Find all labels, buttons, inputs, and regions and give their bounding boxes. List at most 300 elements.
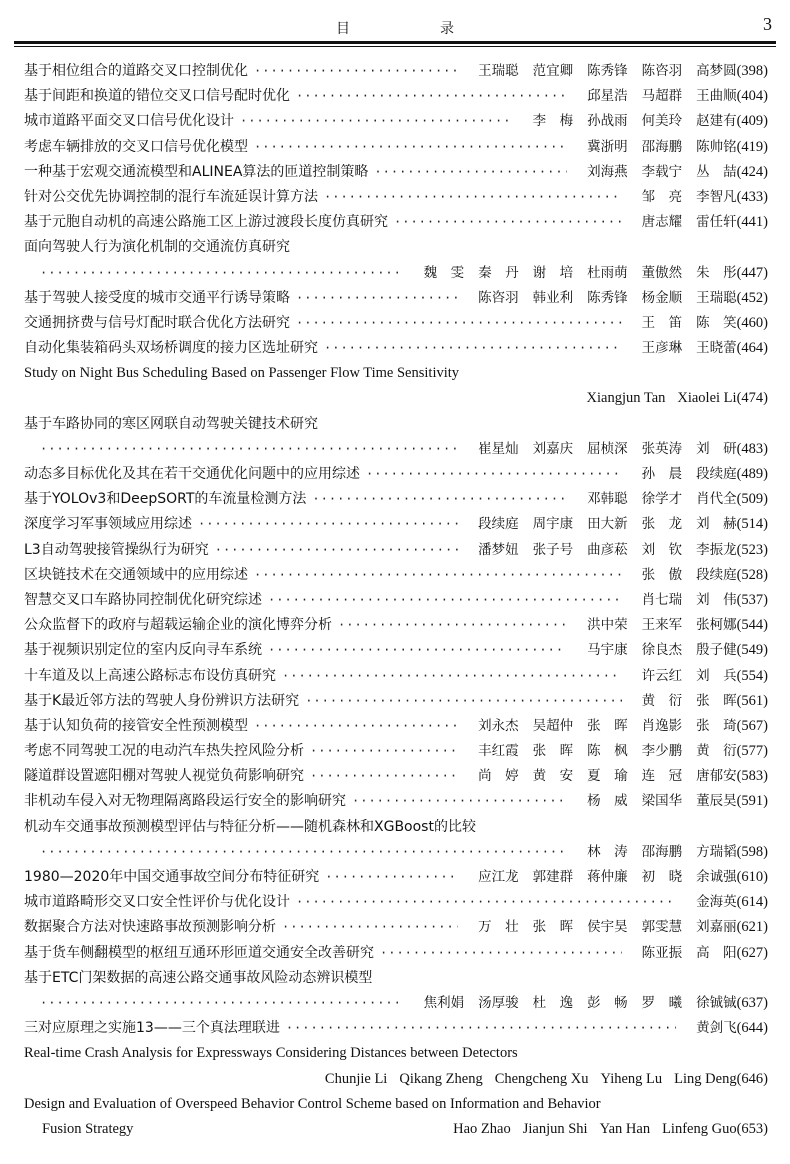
- entry-page: (577): [736, 743, 768, 760]
- author-name: 唐志耀: [641, 214, 683, 231]
- entry-page: (591): [736, 793, 768, 810]
- author-name: 刘 研: [696, 440, 737, 457]
- author-name: 黄剑飞: [696, 1020, 737, 1037]
- author-name: 孙 晨: [641, 466, 683, 482]
- author-name: 丛 喆: [696, 163, 737, 180]
- author-name: 刘 伟: [696, 591, 737, 608]
- author-name: 李智凡: [696, 188, 737, 205]
- toc-line: [24, 59, 768, 84]
- toc-line: [24, 840, 768, 865]
- author-name: 蒋仲廉: [587, 869, 628, 885]
- toc-line: [24, 588, 768, 613]
- author-name: 殷子健: [696, 642, 737, 659]
- author-name: Yan Han: [599, 1120, 651, 1137]
- dot-leader: [286, 1016, 676, 1041]
- dot-leader: [40, 840, 567, 865]
- entry-authors: [464, 915, 737, 940]
- page-header: [14, 12, 776, 42]
- dot-leader: [282, 915, 458, 940]
- author-name: 梁国华: [641, 793, 683, 810]
- toc-line: [24, 865, 768, 890]
- author-name: 方瑞韬: [696, 843, 737, 860]
- entry-page: (489): [736, 466, 768, 482]
- toc-line: [24, 336, 768, 361]
- entry-authors: [628, 664, 737, 689]
- entry-title: L3自动驾驶接管操纵行为研究: [24, 541, 209, 558]
- toc-line: [24, 563, 768, 588]
- toc-line: [24, 789, 768, 814]
- entry-page: (610): [736, 869, 768, 885]
- entry-title: 城市道路畸形交叉口安全性评价与优化设计: [24, 894, 290, 911]
- dot-leader: [324, 336, 622, 361]
- author-name: 赵建有: [696, 113, 737, 130]
- author-name: 罗 曦: [641, 994, 683, 1011]
- author-name: 王瑞聪: [696, 289, 737, 306]
- author-name: 何美玲: [641, 113, 683, 130]
- author-name: 黄 安: [532, 768, 574, 785]
- entry-page: (409): [736, 113, 768, 130]
- entry-page: (567): [736, 717, 768, 734]
- entry-page: (433): [736, 188, 768, 205]
- author-name: 陈秀锋: [587, 63, 628, 79]
- entry-page: (528): [736, 566, 768, 583]
- author-name: 崔星灿: [478, 440, 519, 457]
- author-name: 丰红霞: [478, 743, 519, 760]
- entry-title: 一种基于宏观交通流模型和ALINEA算法的匝道控制策略: [24, 163, 369, 180]
- dot-leader: [40, 261, 404, 286]
- author-name: 汤厚骏: [478, 994, 519, 1011]
- author-name: 韩业利: [532, 289, 574, 306]
- header-rule-thick: [14, 41, 776, 44]
- toc-line: [24, 261, 768, 286]
- toc-line: [24, 437, 768, 462]
- author-name: 张 傲: [641, 566, 683, 583]
- dot-leader: [296, 84, 567, 109]
- header-rule-thin: [14, 46, 776, 47]
- author-name: 肖七瑞: [641, 591, 683, 608]
- entry-page: (621): [736, 919, 768, 936]
- toc-line: [24, 462, 768, 487]
- author-name: 唐郁安: [696, 768, 737, 785]
- entry-page: (424): [736, 163, 768, 180]
- author-name: 李少鹏: [641, 743, 683, 760]
- entry-authors: [464, 714, 737, 739]
- toc-line: [24, 664, 768, 689]
- entry-authors: [441, 1117, 736, 1142]
- author-name: 王 笛: [641, 314, 683, 331]
- toc-line: [24, 538, 768, 563]
- toc-line: [24, 764, 768, 789]
- entry-authors: [628, 563, 737, 588]
- dot-leader: [254, 135, 567, 160]
- entry-authors: [628, 941, 737, 966]
- author-name: 刘海燕: [587, 163, 628, 180]
- entry-authors: [682, 890, 737, 915]
- entry-page: (614): [736, 894, 768, 911]
- entry-authors: [464, 286, 737, 311]
- author-name: 应江龙: [478, 869, 519, 885]
- entry-authors: [519, 109, 737, 134]
- entry-authors: [628, 336, 737, 361]
- entry-title: 区块链技术在交通领域中的应用综述: [24, 566, 248, 583]
- entry-authors: [464, 764, 737, 789]
- author-name: 刘嘉丽: [696, 919, 737, 936]
- toc-line: [24, 1067, 768, 1092]
- toc-line: [24, 1092, 768, 1117]
- toc-line: [24, 487, 768, 512]
- toc-line: [24, 235, 768, 260]
- author-name: 屈桢深: [587, 440, 628, 457]
- author-name: 夏 瑜: [587, 768, 628, 785]
- entry-authors: [464, 59, 737, 84]
- toc-line: [24, 689, 768, 714]
- author-name: 陈秀锋: [587, 289, 628, 306]
- author-name: 李载宁: [641, 163, 683, 180]
- author-name: 杨 威: [587, 793, 628, 810]
- entry-page: (637): [736, 994, 768, 1011]
- entry-page: (598): [736, 843, 768, 860]
- author-name: Xiangjun Tan: [586, 390, 666, 407]
- entry-authors: [682, 1016, 737, 1041]
- entry-title: 基于K最近邻方法的驾驶人身份辨识方法研究: [24, 692, 300, 709]
- author-name: 王晓蕾: [696, 340, 737, 357]
- author-name: 高 阳: [696, 944, 737, 961]
- author-name: 陈 笑: [696, 314, 737, 331]
- entry-authors: [573, 160, 737, 185]
- dot-leader: [296, 890, 676, 915]
- toc-line: [24, 84, 768, 109]
- author-name: 郭雯慧: [641, 919, 683, 936]
- toc-line: [24, 412, 768, 437]
- entry-authors: [573, 789, 737, 814]
- dot-leader: [254, 59, 458, 84]
- author-name: 张 晖: [532, 919, 574, 936]
- author-name: 张子号: [532, 541, 574, 558]
- entry-page: (523): [736, 541, 768, 558]
- author-name: 侯宇昊: [587, 919, 628, 936]
- entry-authors: [464, 739, 737, 764]
- entry-page: (554): [736, 667, 768, 684]
- entry-authors: [573, 135, 737, 160]
- toc-line: [24, 1117, 768, 1142]
- author-name: 周宇康: [532, 516, 574, 533]
- entry-title: 考虑不同驾驶工况的电动汽车热失控风险分析: [24, 743, 304, 760]
- author-name: 马超群: [641, 88, 683, 105]
- entry-title: Study on Night Bus Scheduling Based on Passenger Flow Time Sensitivity: [24, 365, 460, 382]
- author-name: 魏 雯: [423, 264, 465, 281]
- toc-line: [24, 135, 768, 160]
- author-name: 张 晖: [587, 717, 628, 734]
- toc-line: [24, 966, 768, 991]
- entry-title: Fusion Strategy: [42, 1120, 134, 1137]
- author-name: 洪中荣: [587, 617, 628, 634]
- entry-title: 针对公交优先协调控制的混行车流延误计算方法: [24, 188, 318, 205]
- author-name: 刘 钦: [641, 541, 683, 558]
- dot-leader: [254, 714, 458, 739]
- entry-authors: [573, 638, 737, 663]
- entry-title: 基于ETC门架数据的高速公路交通事故风险动态辨识模型: [24, 969, 373, 986]
- author-name: 陈咨羽: [478, 289, 519, 306]
- dot-leader: [312, 487, 567, 512]
- toc-line: [24, 185, 768, 210]
- author-name: Chengcheng Xu: [494, 1070, 589, 1087]
- entry-title: 基于车路协同的寒区网联自动驾驶关键技术研究: [24, 415, 318, 432]
- author-name: 田大新: [587, 516, 628, 533]
- entry-page: (514): [736, 516, 768, 533]
- toc-line: [24, 815, 768, 840]
- toc-line: [24, 160, 768, 185]
- author-name: 邵海鹏: [641, 138, 683, 155]
- author-name: 焦利娟: [423, 994, 465, 1011]
- entry-page: (509): [736, 491, 768, 508]
- author-name: 邱星浩: [587, 88, 628, 105]
- author-name: Xiaolei Li: [677, 390, 737, 407]
- entry-title: 考虑车辆排放的交叉口信号优化模型: [24, 138, 248, 155]
- entry-page: (583): [736, 768, 768, 785]
- dot-leader: [215, 538, 458, 563]
- toc-line: [24, 638, 768, 663]
- author-name: Qikang Zheng: [399, 1070, 483, 1087]
- author-name: 邓韩聪: [587, 491, 628, 508]
- author-name: 范宜卿: [532, 63, 574, 79]
- toc-line: [24, 210, 768, 235]
- toc-line: [24, 613, 768, 638]
- toc-entries: [24, 59, 768, 1142]
- entry-title: 基于YOLOv3和DeepSORT的车流量检测方法: [24, 491, 307, 508]
- author-name: 吴超仲: [532, 717, 574, 734]
- entry-page: (646): [736, 1070, 768, 1087]
- dot-leader: [296, 311, 622, 336]
- entry-title: 1980—2020年中国交通事故空间分布特征研究: [24, 869, 320, 885]
- entry-authors: [464, 437, 737, 462]
- author-name: 黄 衍: [696, 743, 737, 760]
- author-name: 段续庭: [478, 516, 519, 533]
- author-name: 肖代全: [696, 491, 737, 508]
- author-name: 高梦圆: [696, 63, 737, 79]
- dot-leader: [380, 941, 622, 966]
- author-name: 谢 培: [532, 264, 574, 281]
- entry-title: 基于元胞自动机的高速公路施工区上游过渡段长度仿真研究: [24, 214, 388, 231]
- entry-title: 基于认知负荷的接管安全性预测模型: [24, 717, 248, 734]
- entry-authors: [628, 588, 737, 613]
- author-name: 徐铖铖: [696, 994, 737, 1011]
- entry-page: (398): [736, 63, 768, 79]
- entry-authors: [573, 840, 737, 865]
- toc-line: [24, 991, 768, 1016]
- author-name: 金海英: [696, 894, 737, 911]
- author-name: 王彦琳: [641, 340, 683, 357]
- author-name: 潘梦妞: [478, 541, 519, 558]
- toc-line: [24, 890, 768, 915]
- author-name: 邵海鹏: [641, 843, 683, 860]
- author-name: 陈咨羽: [641, 63, 683, 79]
- author-name: 曲彦菘: [587, 541, 628, 558]
- entry-title: 非机动车侵入对无物理隔离路段运行安全的影响研究: [24, 793, 346, 810]
- entry-page: (460): [736, 314, 768, 331]
- author-name: 张 晖: [696, 692, 737, 709]
- entry-page: (537): [736, 591, 768, 608]
- author-name: 董辰昊: [696, 793, 737, 810]
- author-name: 李振龙: [696, 541, 737, 558]
- author-name: 刘嘉庆: [532, 440, 574, 457]
- entry-authors: [464, 865, 737, 890]
- entry-authors: [410, 261, 737, 286]
- entry-page: (549): [736, 642, 768, 659]
- entry-authors: [313, 1067, 737, 1092]
- entry-page: (419): [736, 138, 768, 155]
- entry-authors: [573, 84, 737, 109]
- entry-page: (544): [736, 617, 768, 634]
- author-name: 秦 丹: [478, 264, 519, 281]
- entry-title: 城市道路平面交叉口信号优化设计: [24, 113, 234, 130]
- entry-title: 基于驾驶人接受度的城市交通平行诱导策略: [24, 289, 290, 306]
- dot-leader: [366, 462, 622, 487]
- entry-authors: [575, 386, 737, 411]
- toc-line: [24, 286, 768, 311]
- toc-line: [24, 361, 768, 386]
- entry-page: (404): [736, 88, 768, 105]
- dot-leader: [352, 789, 567, 814]
- author-name: 王曲顺: [696, 88, 737, 105]
- entry-title: 交通拥挤费与信号灯配时联合优化方法研究: [24, 314, 290, 331]
- author-name: 彭 畅: [587, 994, 628, 1011]
- author-name: 陈亚振: [641, 944, 683, 961]
- entry-title: 数据聚合方法对快速路事故预测影响分析: [24, 919, 276, 936]
- author-name: 刘永杰: [478, 717, 519, 734]
- dot-leader: [268, 588, 622, 613]
- author-name: 万 壮: [478, 919, 519, 936]
- dot-leader: [40, 437, 458, 462]
- author-name: 刘 赫: [696, 516, 737, 533]
- entry-authors: [628, 689, 737, 714]
- author-name: 徐学才: [641, 491, 683, 508]
- dot-leader: [240, 109, 513, 134]
- entry-page: (441): [736, 214, 768, 231]
- author-name: 刘 兵: [696, 667, 737, 684]
- entry-authors: [628, 462, 737, 487]
- author-name: 许云红: [641, 667, 683, 684]
- author-name: 张英涛: [641, 440, 683, 457]
- toc-line: [24, 739, 768, 764]
- author-name: 余诚强: [696, 869, 737, 885]
- entry-authors: [464, 512, 737, 537]
- author-name: 陈帅铭: [696, 138, 737, 155]
- author-name: 张柯娜: [696, 617, 737, 634]
- toc-line: [24, 1041, 768, 1066]
- entry-title: 基于相位组合的道路交叉口控制优化: [24, 63, 248, 79]
- author-name: 冀浙明: [587, 138, 628, 155]
- entry-authors: [464, 538, 737, 563]
- entry-page: (483): [736, 440, 768, 457]
- toc-line: [24, 512, 768, 537]
- entry-title: 机动车交通事故预测模型评估与特征分析——随机森林和XGBoost的比较: [24, 818, 476, 835]
- author-name: 杜雨萌: [587, 264, 628, 281]
- entry-authors: [628, 210, 737, 235]
- entry-authors: [573, 487, 737, 512]
- author-name: Yiheng Lu: [600, 1070, 663, 1087]
- author-name: 张 晖: [532, 743, 574, 760]
- toc-line: [24, 311, 768, 336]
- entry-page: (561): [736, 692, 768, 709]
- entry-title: 基于货车侧翻模型的枢纽互通环形匝道交通安全改善研究: [24, 944, 374, 961]
- entry-page: (627): [736, 944, 768, 961]
- author-name: Jianjun Shi: [522, 1120, 588, 1137]
- entry-title: Design and Evaluation of Overspeed Behavior Control Scheme based on Information and Behavior: [24, 1095, 601, 1112]
- dot-leader: [254, 563, 622, 588]
- author-name: 马宇康: [587, 642, 628, 659]
- author-name: 雷任轩: [696, 214, 737, 231]
- toc-line: [24, 1016, 768, 1041]
- entry-title: 公众监督下的政府与超载运输企业的演化博弈分析: [24, 617, 332, 634]
- dot-leader: [282, 664, 622, 689]
- dot-leader: [324, 185, 622, 210]
- entry-title: 三对应原理之实施13——三个真法理联进: [24, 1020, 280, 1037]
- entry-title: 十车道及以上高速公路标志布设仿真研究: [24, 667, 276, 684]
- author-name: Ling Deng: [674, 1070, 737, 1087]
- entry-title: 隧道群设置遮阳棚对驾驶人视觉负荷影响研究: [24, 768, 304, 785]
- author-name: 尚 婷: [478, 768, 519, 785]
- author-name: 王瑞聪: [478, 63, 519, 79]
- toc-line: [24, 941, 768, 966]
- dot-leader: [40, 991, 404, 1016]
- entry-authors: [628, 311, 737, 336]
- dot-leader: [268, 638, 567, 663]
- entry-title: 深度学习军事领域应用综述: [24, 516, 192, 533]
- dot-leader: [198, 512, 458, 537]
- author-name: 孙战雨: [587, 113, 628, 130]
- dot-leader: [374, 160, 567, 185]
- entry-page: (452): [736, 289, 768, 306]
- entry-title: Real-time Crash Analysis for Expressways Considering Distances between Detectors: [24, 1045, 518, 1062]
- entry-title: 智慧交叉口车路协同控制优化研究综述: [24, 591, 262, 608]
- author-name: 连 冠: [641, 768, 683, 785]
- author-name: Linfeng Guo: [662, 1120, 737, 1137]
- author-name: 张 龙: [641, 516, 683, 533]
- entry-title: 基于间距和换道的错位交叉口信号配时优化: [24, 88, 290, 105]
- author-name: 张 琦: [696, 717, 737, 734]
- author-name: 杜 逸: [532, 994, 574, 1011]
- dot-leader: [394, 210, 622, 235]
- author-name: 林 涛: [587, 843, 628, 860]
- author-name: 徐良杰: [641, 642, 683, 659]
- entry-authors: [628, 185, 737, 210]
- dot-leader: [305, 689, 621, 714]
- entry-page: (644): [736, 1020, 768, 1037]
- author-name: 邹 亮: [641, 188, 683, 205]
- author-name: 王来军: [641, 617, 683, 634]
- entry-title: 面向驾驶人行为演化机制的交通流仿真研究: [24, 239, 290, 256]
- author-name: 初 晓: [641, 869, 683, 885]
- entry-authors: [573, 613, 737, 638]
- author-name: 段续庭: [696, 566, 737, 583]
- dot-leader: [310, 739, 458, 764]
- entry-title: 自动化集装箱码头双场桥调度的接力区选址研究: [24, 340, 318, 357]
- toc-line: [24, 714, 768, 739]
- entry-page: (464): [736, 340, 768, 357]
- dot-leader: [325, 865, 458, 890]
- author-name: 黄 衍: [641, 692, 683, 709]
- author-name: 郭建群: [532, 869, 574, 885]
- author-name: 朱 彤: [696, 264, 737, 281]
- author-name: 杨金顺: [641, 289, 683, 306]
- entry-page: (474): [736, 390, 768, 407]
- dot-leader: [338, 613, 567, 638]
- toc-line: [24, 386, 768, 411]
- author-name: 段续庭: [696, 466, 737, 482]
- entry-title: 动态多目标优化及其在若干交通优化问题中的应用综述: [24, 466, 360, 482]
- author-name: 肖逸影: [641, 717, 683, 734]
- entry-authors: [410, 991, 737, 1016]
